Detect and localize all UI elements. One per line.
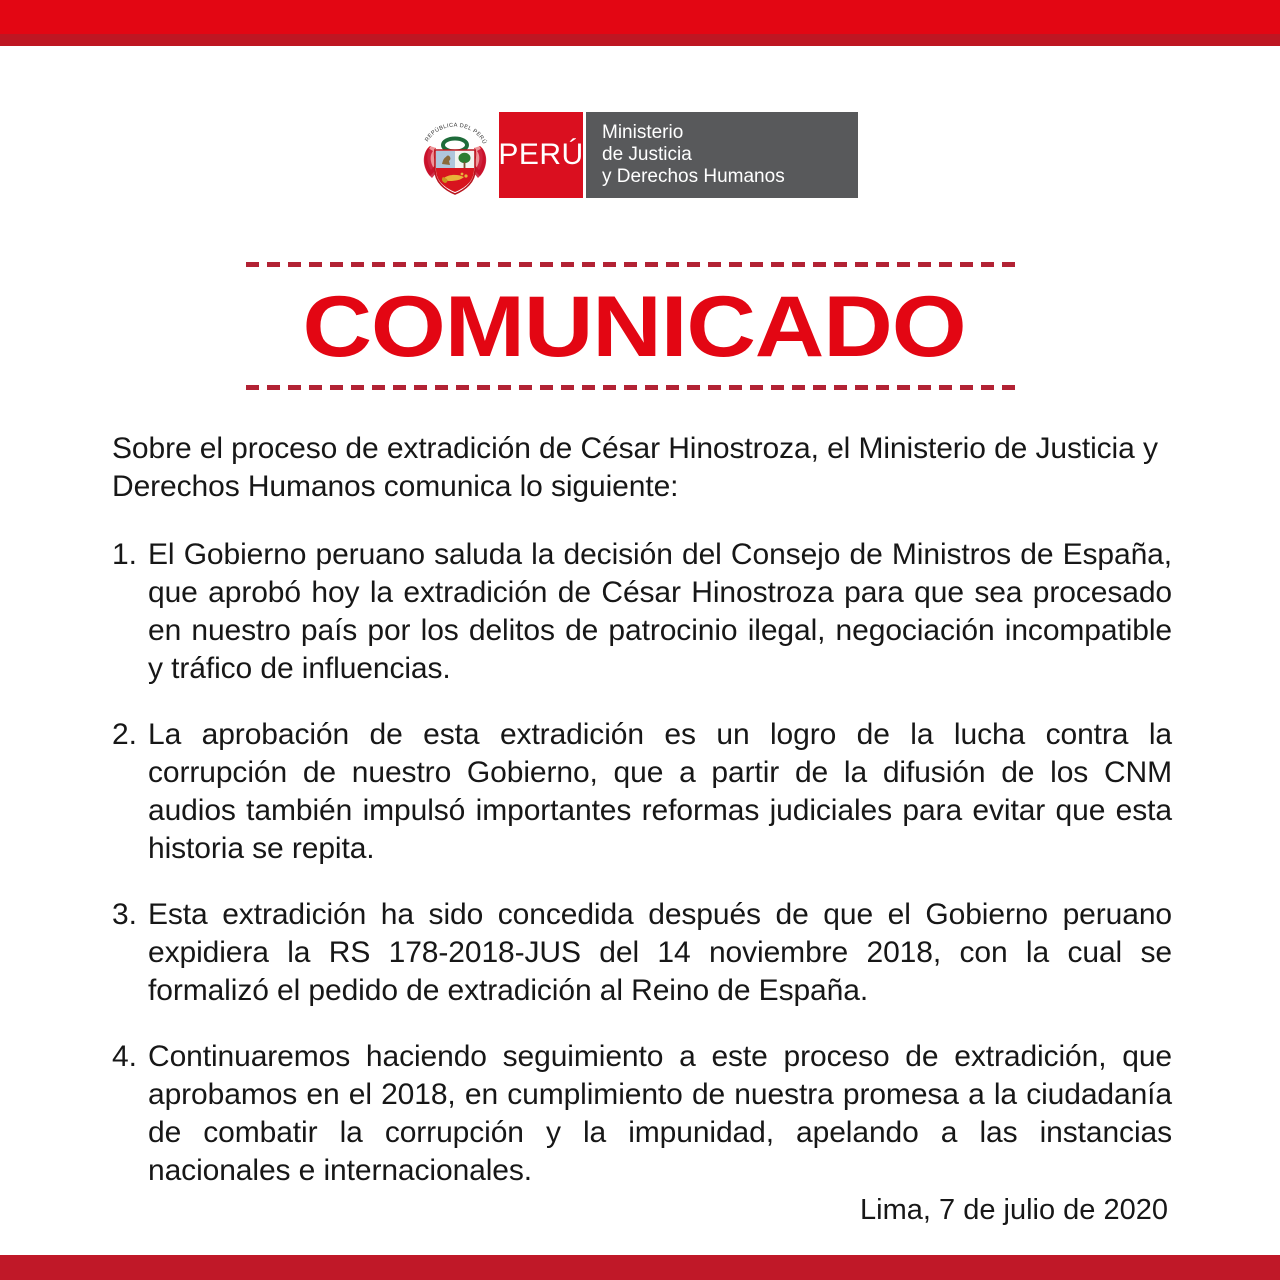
dashed-rule-top (246, 262, 1022, 267)
svg-text:REPÚBLICA DEL PERÚ: REPÚBLICA DEL PERÚ (424, 122, 488, 146)
peru-brand-label: PERÚ (498, 138, 584, 171)
list-item-text: El Gobierno peruano saluda la decisión del Consejo de Ministros de España, que aprobó hoy la extradición de César Hinostroza para que sea procesado en nuestro país por los delitos de patrocinio ilegal, negociación incompatible y tráfico de influencias. (148, 538, 1172, 685)
list-item-text: Esta extradición ha sido concedida después de que el Gobierno peruano expidiera la RS 178-2018-JUS del 14 noviembre 2018, con la cual se formalizó el pedido de extradición al Reino de España. (148, 898, 1172, 1007)
ministry-line-3: y Derechos Humanos (602, 166, 785, 187)
place-and-date: Lima, 7 de julio de 2020 (860, 1194, 1168, 1226)
list-item-number: 2. (112, 718, 137, 751)
title-block (246, 262, 1022, 390)
list-item-number: 4. (112, 1040, 137, 1073)
dashed-rule-bottom (246, 385, 1022, 390)
list-item-text: La aprobación de esta extradición es un logro de la lucha contra la corrupción de nuestro Gobierno, que a partir de la difusión de los CNM audios también impulsó importantes reformas judiciales para evitar que esta historia se repita. (148, 718, 1172, 865)
list-item (112, 896, 1172, 1010)
top-red-bar-shade (0, 34, 1280, 46)
ministry-line-1: Ministerio (602, 122, 684, 143)
bottom-red-bar (0, 1255, 1280, 1280)
peru-brand-box (499, 112, 583, 198)
list-item (112, 536, 1172, 688)
list-item-number: 3. (112, 898, 137, 931)
ministry-line-2: de Justicia (602, 144, 692, 165)
list-item-text: Continuaremos haciendo seguimiento a este proceso de extradición, que aprobamos en el 2018, en cumplimiento de nuestra promesa a la ciudadanía de combatir la corrupción y la impunidad, apelando a las instancias nacionales e internacionales. (148, 1040, 1172, 1187)
list-item (112, 716, 1172, 868)
government-logo (418, 112, 858, 198)
ministry-name-box (586, 112, 858, 198)
top-red-bar (0, 0, 1280, 46)
page-title: COMUNICADO (302, 279, 966, 375)
list-item (112, 1038, 1172, 1190)
peru-coat-of-arms-icon (418, 112, 492, 198)
communique-body (112, 430, 1172, 1218)
list-item-number: 1. (112, 538, 137, 571)
intro-paragraph: Sobre el proceso de extradición de César Hinostroza, el Ministerio de Justicia y Derechos Humanos comunica lo siguiente: (112, 432, 1158, 503)
